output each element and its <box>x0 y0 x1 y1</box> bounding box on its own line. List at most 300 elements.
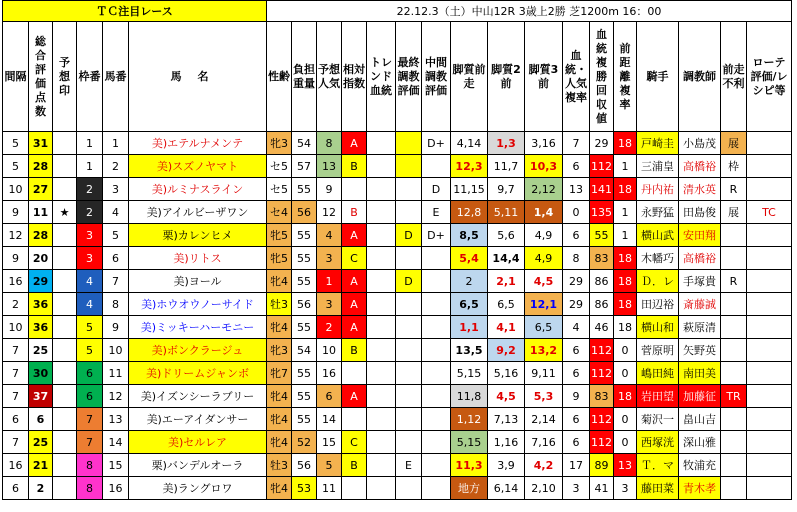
interval-cell: 6 <box>3 477 29 500</box>
sex-age-cell: セ5 <box>267 178 292 201</box>
leg-2prev-cell: 5,16 <box>488 362 525 385</box>
sex-age-cell: 牝7 <box>267 362 292 385</box>
blood-popularity-cell: 6 <box>563 408 590 431</box>
relative-index-cell: C <box>342 247 367 270</box>
leg-2prev-cell: 3,9 <box>488 454 525 477</box>
leg-prev-cell: 4,14 <box>451 132 488 155</box>
relative-index-cell: A <box>342 316 367 339</box>
interval-cell: 10 <box>3 316 29 339</box>
leg-prev-cell: 2 <box>451 270 488 293</box>
final-training-cell: E <box>396 454 422 477</box>
umaban-cell: 8 <box>103 293 129 316</box>
interval-cell: 5 <box>3 155 29 178</box>
rotation-cell <box>747 247 792 270</box>
header-umaban: 馬番 <box>103 22 129 132</box>
sex-age-cell: 牝4 <box>267 385 292 408</box>
popularity-cell: 10 <box>317 339 342 362</box>
trend-blood-cell <box>367 385 396 408</box>
jockey-cell: 横山和 <box>637 316 679 339</box>
sex-age-cell: セ5 <box>267 155 292 178</box>
trend-blood-cell <box>367 224 396 247</box>
score-cell: 31 <box>29 132 53 155</box>
waku-cell: 6 <box>77 385 103 408</box>
trainer-cell: 矢野英 <box>679 339 721 362</box>
rotation-cell: TC <box>747 201 792 224</box>
blood-popularity-cell: 6 <box>563 339 590 362</box>
blood-recovery-cell: 112 <box>590 408 614 431</box>
header-prediction: 予想印 <box>53 22 77 132</box>
final-training-cell <box>396 155 422 178</box>
prev-distance-cell: 0 <box>614 339 637 362</box>
leg-2prev-cell: 9,7 <box>488 178 525 201</box>
rotation-cell <box>747 431 792 454</box>
trainer-cell: 牧浦充 <box>679 454 721 477</box>
horse-name-cell: 美)エーアイダンサー <box>129 408 267 431</box>
sex-age-cell: 牝4 <box>267 408 292 431</box>
rotation-cell <box>747 132 792 155</box>
weight-cell: 55 <box>292 408 317 431</box>
blood-recovery-cell: 41 <box>590 477 614 500</box>
horse-name-cell: 美)リトス <box>129 247 267 270</box>
header-sex-age: 性齢 <box>267 22 292 132</box>
blood-recovery-cell: 112 <box>590 431 614 454</box>
prev-disadvantage-cell <box>721 316 747 339</box>
trend-blood-cell <box>367 270 396 293</box>
rotation-cell <box>747 477 792 500</box>
trainer-cell: 小島茂 <box>679 132 721 155</box>
leg-3prev-cell: 4,2 <box>525 454 563 477</box>
umaban-cell: 5 <box>103 224 129 247</box>
trainer-cell: 手塚貴 <box>679 270 721 293</box>
rotation-cell <box>747 339 792 362</box>
prev-disadvantage-cell <box>721 247 747 270</box>
prev-disadvantage-cell: R <box>721 270 747 293</box>
umaban-cell: 1 <box>103 132 129 155</box>
table-row <box>3 178 792 201</box>
blood-popularity-cell: 6 <box>563 431 590 454</box>
prev-distance-cell: 1 <box>614 201 637 224</box>
header-jockey: 騎手 <box>637 22 679 132</box>
blood-popularity-cell: 4 <box>563 316 590 339</box>
interval-cell: 12 <box>3 224 29 247</box>
trainer-cell: 高橋裕 <box>679 247 721 270</box>
waku-cell: 3 <box>77 247 103 270</box>
umaban-cell: 7 <box>103 270 129 293</box>
leg-2prev-cell: 6,14 <box>488 477 525 500</box>
interval-cell: 2 <box>3 293 29 316</box>
weight-cell: 57 <box>292 155 317 178</box>
sex-age-cell: 牝5 <box>267 247 292 270</box>
sex-age-cell: 牝3 <box>267 339 292 362</box>
waku-cell: 8 <box>77 454 103 477</box>
score-cell: 27 <box>29 178 53 201</box>
prev-distance-cell: 1 <box>614 155 637 178</box>
weight-cell: 55 <box>292 270 317 293</box>
popularity-cell: 3 <box>317 247 342 270</box>
mid-training-cell: E <box>422 201 451 224</box>
popularity-cell: 15 <box>317 431 342 454</box>
trainer-cell: 安田翔 <box>679 224 721 247</box>
rotation-cell <box>747 155 792 178</box>
weight-cell: 54 <box>292 132 317 155</box>
interval-cell: 16 <box>3 270 29 293</box>
final-training-cell <box>396 408 422 431</box>
table-row <box>3 270 792 293</box>
leg-2prev-cell: 5,11 <box>488 201 525 224</box>
trainer-cell: 畠山吉 <box>679 408 721 431</box>
leg-3prev-cell: 3,16 <box>525 132 563 155</box>
rotation-cell <box>747 224 792 247</box>
leg-3prev-cell: 4,9 <box>525 224 563 247</box>
relative-index-cell <box>342 477 367 500</box>
prev-distance-cell: 18 <box>614 247 637 270</box>
relative-index-cell: A <box>342 293 367 316</box>
leg-3prev-cell: 5,3 <box>525 385 563 408</box>
score-cell: 2 <box>29 477 53 500</box>
prev-distance-cell: 0 <box>614 408 637 431</box>
leg-prev-cell: 11,15 <box>451 178 488 201</box>
waku-cell: 7 <box>77 431 103 454</box>
leg-3prev-cell: 12,1 <box>525 293 563 316</box>
mid-training-cell <box>422 408 451 431</box>
prev-disadvantage-cell: R <box>721 178 747 201</box>
weight-cell: 55 <box>292 385 317 408</box>
table-row <box>3 339 792 362</box>
leg-2prev-cell: 5,6 <box>488 224 525 247</box>
mid-training-cell <box>422 316 451 339</box>
popularity-cell: 11 <box>317 477 342 500</box>
prev-disadvantage-cell <box>721 431 747 454</box>
header-interval: 間隔 <box>3 22 29 132</box>
rotation-cell <box>747 270 792 293</box>
jockey-cell: 嶋田純 <box>637 362 679 385</box>
trend-blood-cell <box>367 132 396 155</box>
weight-cell: 55 <box>292 224 317 247</box>
relative-index-cell <box>342 178 367 201</box>
mark-cell <box>53 224 77 247</box>
trainer-cell: 斎藤誠 <box>679 293 721 316</box>
jockey-cell: 横山武 <box>637 224 679 247</box>
leg-prev-cell: 12,3 <box>451 155 488 178</box>
popularity-cell: 4 <box>317 224 342 247</box>
trend-blood-cell <box>367 454 396 477</box>
leg-3prev-cell: 2,14 <box>525 408 563 431</box>
jockey-cell: 藤田菜 <box>637 477 679 500</box>
blood-recovery-cell: 112 <box>590 362 614 385</box>
waku-cell: 3 <box>77 224 103 247</box>
header-blood-popularity: 血統・人気複率 <box>563 22 590 132</box>
leg-2prev-cell: 14,4 <box>488 247 525 270</box>
header-trend-blood: トレンド血統 <box>367 22 396 132</box>
title-row <box>3 1 792 22</box>
popularity-cell: 8 <box>317 132 342 155</box>
interval-cell: 7 <box>3 431 29 454</box>
mid-training-cell: D <box>422 178 451 201</box>
waku-cell: 6 <box>77 362 103 385</box>
weight-cell: 55 <box>292 247 317 270</box>
jockey-cell: 西塚洸 <box>637 431 679 454</box>
table-row <box>3 362 792 385</box>
leg-prev-cell: 地方 <box>451 477 488 500</box>
umaban-cell: 13 <box>103 408 129 431</box>
header-popularity: 予想人気 <box>317 22 342 132</box>
interval-cell: 9 <box>3 201 29 224</box>
rotation-cell <box>747 293 792 316</box>
score-cell: 20 <box>29 247 53 270</box>
table-row <box>3 247 792 270</box>
trainer-cell: 萩原清 <box>679 316 721 339</box>
waku-cell: 7 <box>77 408 103 431</box>
trainer-cell: 深山雅 <box>679 431 721 454</box>
mid-training-cell <box>422 385 451 408</box>
sheet-title: ＴＣ注目レース <box>3 1 267 22</box>
rotation-cell <box>747 362 792 385</box>
header-leg-3prev: 脚質3前 <box>525 22 563 132</box>
leg-2prev-cell: 6,5 <box>488 293 525 316</box>
mark-cell <box>53 408 77 431</box>
horse-name-cell: 美)イズンシーラブリー <box>129 385 267 408</box>
leg-prev-cell: 6,5 <box>451 293 488 316</box>
mark-cell <box>53 362 77 385</box>
leg-2prev-cell: 2,1 <box>488 270 525 293</box>
interval-cell: 5 <box>3 132 29 155</box>
header-rotation: ローテ評価/レシピ等 <box>747 22 792 132</box>
sex-age-cell: 牝4 <box>267 431 292 454</box>
score-cell: 30 <box>29 362 53 385</box>
trainer-cell: 加藤征 <box>679 385 721 408</box>
score-cell: 37 <box>29 385 53 408</box>
sex-age-cell: 牝4 <box>267 316 292 339</box>
table-row <box>3 316 792 339</box>
score-cell: 25 <box>29 339 53 362</box>
header-waku: 枠番 <box>77 22 103 132</box>
weight-cell: 56 <box>292 293 317 316</box>
final-training-cell: D <box>396 270 422 293</box>
interval-cell: 10 <box>3 178 29 201</box>
leg-3prev-cell: 4,9 <box>525 247 563 270</box>
mark-cell <box>53 178 77 201</box>
score-cell: 29 <box>29 270 53 293</box>
blood-popularity-cell: 9 <box>563 385 590 408</box>
horse-name-cell: 美)アイルビーザワン <box>129 201 267 224</box>
trend-blood-cell <box>367 477 396 500</box>
weight-cell: 52 <box>292 431 317 454</box>
prev-disadvantage-cell: 枠 <box>721 155 747 178</box>
final-training-cell <box>396 132 422 155</box>
header-blood-recovery: 血統複勝回収値 <box>590 22 614 132</box>
jockey-cell: 戸崎圭 <box>637 132 679 155</box>
prev-disadvantage-cell <box>721 224 747 247</box>
trainer-cell: 青木孝 <box>679 477 721 500</box>
popularity-cell: 3 <box>317 293 342 316</box>
prev-distance-cell: 18 <box>614 385 637 408</box>
leg-2prev-cell: 9,2 <box>488 339 525 362</box>
relative-index-cell: A <box>342 132 367 155</box>
blood-popularity-cell: 6 <box>563 362 590 385</box>
table-row <box>3 431 792 454</box>
mark-cell <box>53 316 77 339</box>
horse-name-cell: 美)ボンクラージュ <box>129 339 267 362</box>
umaban-cell: 6 <box>103 247 129 270</box>
prev-distance-cell: 18 <box>614 316 637 339</box>
jockey-cell: 岩田望 <box>637 385 679 408</box>
leg-prev-cell: 1,12 <box>451 408 488 431</box>
weight-cell: 55 <box>292 362 317 385</box>
sex-age-cell: 牝5 <box>267 224 292 247</box>
prev-distance-cell: 18 <box>614 178 637 201</box>
mid-training-cell: D+ <box>422 224 451 247</box>
jockey-cell: 木幡巧 <box>637 247 679 270</box>
prev-disadvantage-cell <box>721 293 747 316</box>
leg-prev-cell: 1,1 <box>451 316 488 339</box>
final-training-cell <box>396 293 422 316</box>
table-row <box>3 132 792 155</box>
prev-distance-cell: 18 <box>614 132 637 155</box>
final-training-cell <box>396 178 422 201</box>
race-table <box>2 0 792 500</box>
leg-3prev-cell: 10,3 <box>525 155 563 178</box>
leg-2prev-cell: 11,7 <box>488 155 525 178</box>
prev-disadvantage-cell <box>721 362 747 385</box>
umaban-cell: 16 <box>103 477 129 500</box>
prev-distance-cell: 1 <box>614 224 637 247</box>
popularity-cell: 6 <box>317 385 342 408</box>
waku-cell: 4 <box>77 270 103 293</box>
final-training-cell <box>396 431 422 454</box>
final-training-cell <box>396 362 422 385</box>
leg-3prev-cell: 6,5 <box>525 316 563 339</box>
prev-disadvantage-cell <box>721 339 747 362</box>
final-training-cell <box>396 316 422 339</box>
waku-cell: 2 <box>77 178 103 201</box>
weight-cell: 56 <box>292 454 317 477</box>
prev-distance-cell: 13 <box>614 454 637 477</box>
popularity-cell: 5 <box>317 454 342 477</box>
final-training-cell <box>396 201 422 224</box>
blood-recovery-cell: 141 <box>590 178 614 201</box>
prev-distance-cell: 18 <box>614 293 637 316</box>
popularity-cell: 9 <box>317 178 342 201</box>
leg-2prev-cell: 7,13 <box>488 408 525 431</box>
trend-blood-cell <box>367 293 396 316</box>
prev-disadvantage-cell <box>721 408 747 431</box>
sex-age-cell: 牡3 <box>267 454 292 477</box>
interval-cell: 9 <box>3 247 29 270</box>
popularity-cell: 2 <box>317 316 342 339</box>
score-cell: 28 <box>29 155 53 178</box>
umaban-cell: 12 <box>103 385 129 408</box>
blood-popularity-cell: 8 <box>563 247 590 270</box>
popularity-cell: 1 <box>317 270 342 293</box>
header-weight: 負担重量 <box>292 22 317 132</box>
jockey-cell: 田辺裕 <box>637 293 679 316</box>
relative-index-cell: A <box>342 270 367 293</box>
final-training-cell <box>396 247 422 270</box>
waku-cell: 4 <box>77 293 103 316</box>
horse-name-cell: 栗)バンデルオーラ <box>129 454 267 477</box>
final-training-cell <box>396 477 422 500</box>
mid-training-cell <box>422 454 451 477</box>
leg-prev-cell: 13,5 <box>451 339 488 362</box>
horse-name-cell: 美)ラングロワ <box>129 477 267 500</box>
blood-recovery-cell: 83 <box>590 247 614 270</box>
mark-cell <box>53 247 77 270</box>
mid-training-cell <box>422 155 451 178</box>
blood-popularity-cell: 6 <box>563 224 590 247</box>
rotation-cell <box>747 408 792 431</box>
jockey-cell: 永野猛 <box>637 201 679 224</box>
interval-cell: 6 <box>3 408 29 431</box>
mid-training-cell <box>422 293 451 316</box>
mark-cell <box>53 270 77 293</box>
trend-blood-cell <box>367 247 396 270</box>
jockey-cell: 三浦皇 <box>637 155 679 178</box>
sex-age-cell: 牝4 <box>267 477 292 500</box>
interval-cell: 7 <box>3 385 29 408</box>
mid-training-cell <box>422 362 451 385</box>
blood-popularity-cell: 0 <box>563 201 590 224</box>
trend-blood-cell <box>367 201 396 224</box>
mark-cell <box>53 155 77 178</box>
weight-cell: 53 <box>292 477 317 500</box>
race-info: 22.12.3（土）中山12R 3歳上2勝 芝1200m 16：00 <box>267 1 792 22</box>
mid-training-cell <box>422 339 451 362</box>
score-cell: 36 <box>29 293 53 316</box>
trend-blood-cell <box>367 431 396 454</box>
mid-training-cell <box>422 431 451 454</box>
interval-cell: 16 <box>3 454 29 477</box>
umaban-cell: 10 <box>103 339 129 362</box>
blood-popularity-cell: 17 <box>563 454 590 477</box>
leg-2prev-cell: 4,5 <box>488 385 525 408</box>
rotation-cell <box>747 385 792 408</box>
header-total-score: 総合評価点数 <box>29 22 53 132</box>
prev-disadvantage-cell <box>721 477 747 500</box>
mid-training-cell <box>422 477 451 500</box>
final-training-cell <box>396 385 422 408</box>
score-cell: 28 <box>29 224 53 247</box>
leg-prev-cell: 8,5 <box>451 224 488 247</box>
mark-cell <box>53 339 77 362</box>
table-row <box>3 408 792 431</box>
horse-name-cell: 栗)カレンヒメ <box>129 224 267 247</box>
prev-distance-cell: 3 <box>614 477 637 500</box>
popularity-cell: 12 <box>317 201 342 224</box>
mark-cell <box>53 477 77 500</box>
horse-name-cell: 美)ルミナスライン <box>129 178 267 201</box>
prev-disadvantage-cell: TR <box>721 385 747 408</box>
blood-recovery-cell: 112 <box>590 155 614 178</box>
mark-cell <box>53 293 77 316</box>
jockey-cell: 菊沢一 <box>637 408 679 431</box>
blood-recovery-cell: 89 <box>590 454 614 477</box>
relative-index-cell: A <box>342 385 367 408</box>
relative-index-cell: A <box>342 224 367 247</box>
rotation-cell <box>747 178 792 201</box>
waku-cell: 5 <box>77 316 103 339</box>
mark-cell: ★ <box>53 201 77 224</box>
blood-popularity-cell: 29 <box>563 293 590 316</box>
table-row <box>3 201 792 224</box>
weight-cell: 54 <box>292 339 317 362</box>
final-training-cell: D <box>396 224 422 247</box>
leg-3prev-cell: 7,16 <box>525 431 563 454</box>
blood-recovery-cell: 112 <box>590 339 614 362</box>
table-row <box>3 155 792 178</box>
leg-3prev-cell: 4,5 <box>525 270 563 293</box>
relative-index-cell <box>342 362 367 385</box>
mark-cell <box>53 385 77 408</box>
